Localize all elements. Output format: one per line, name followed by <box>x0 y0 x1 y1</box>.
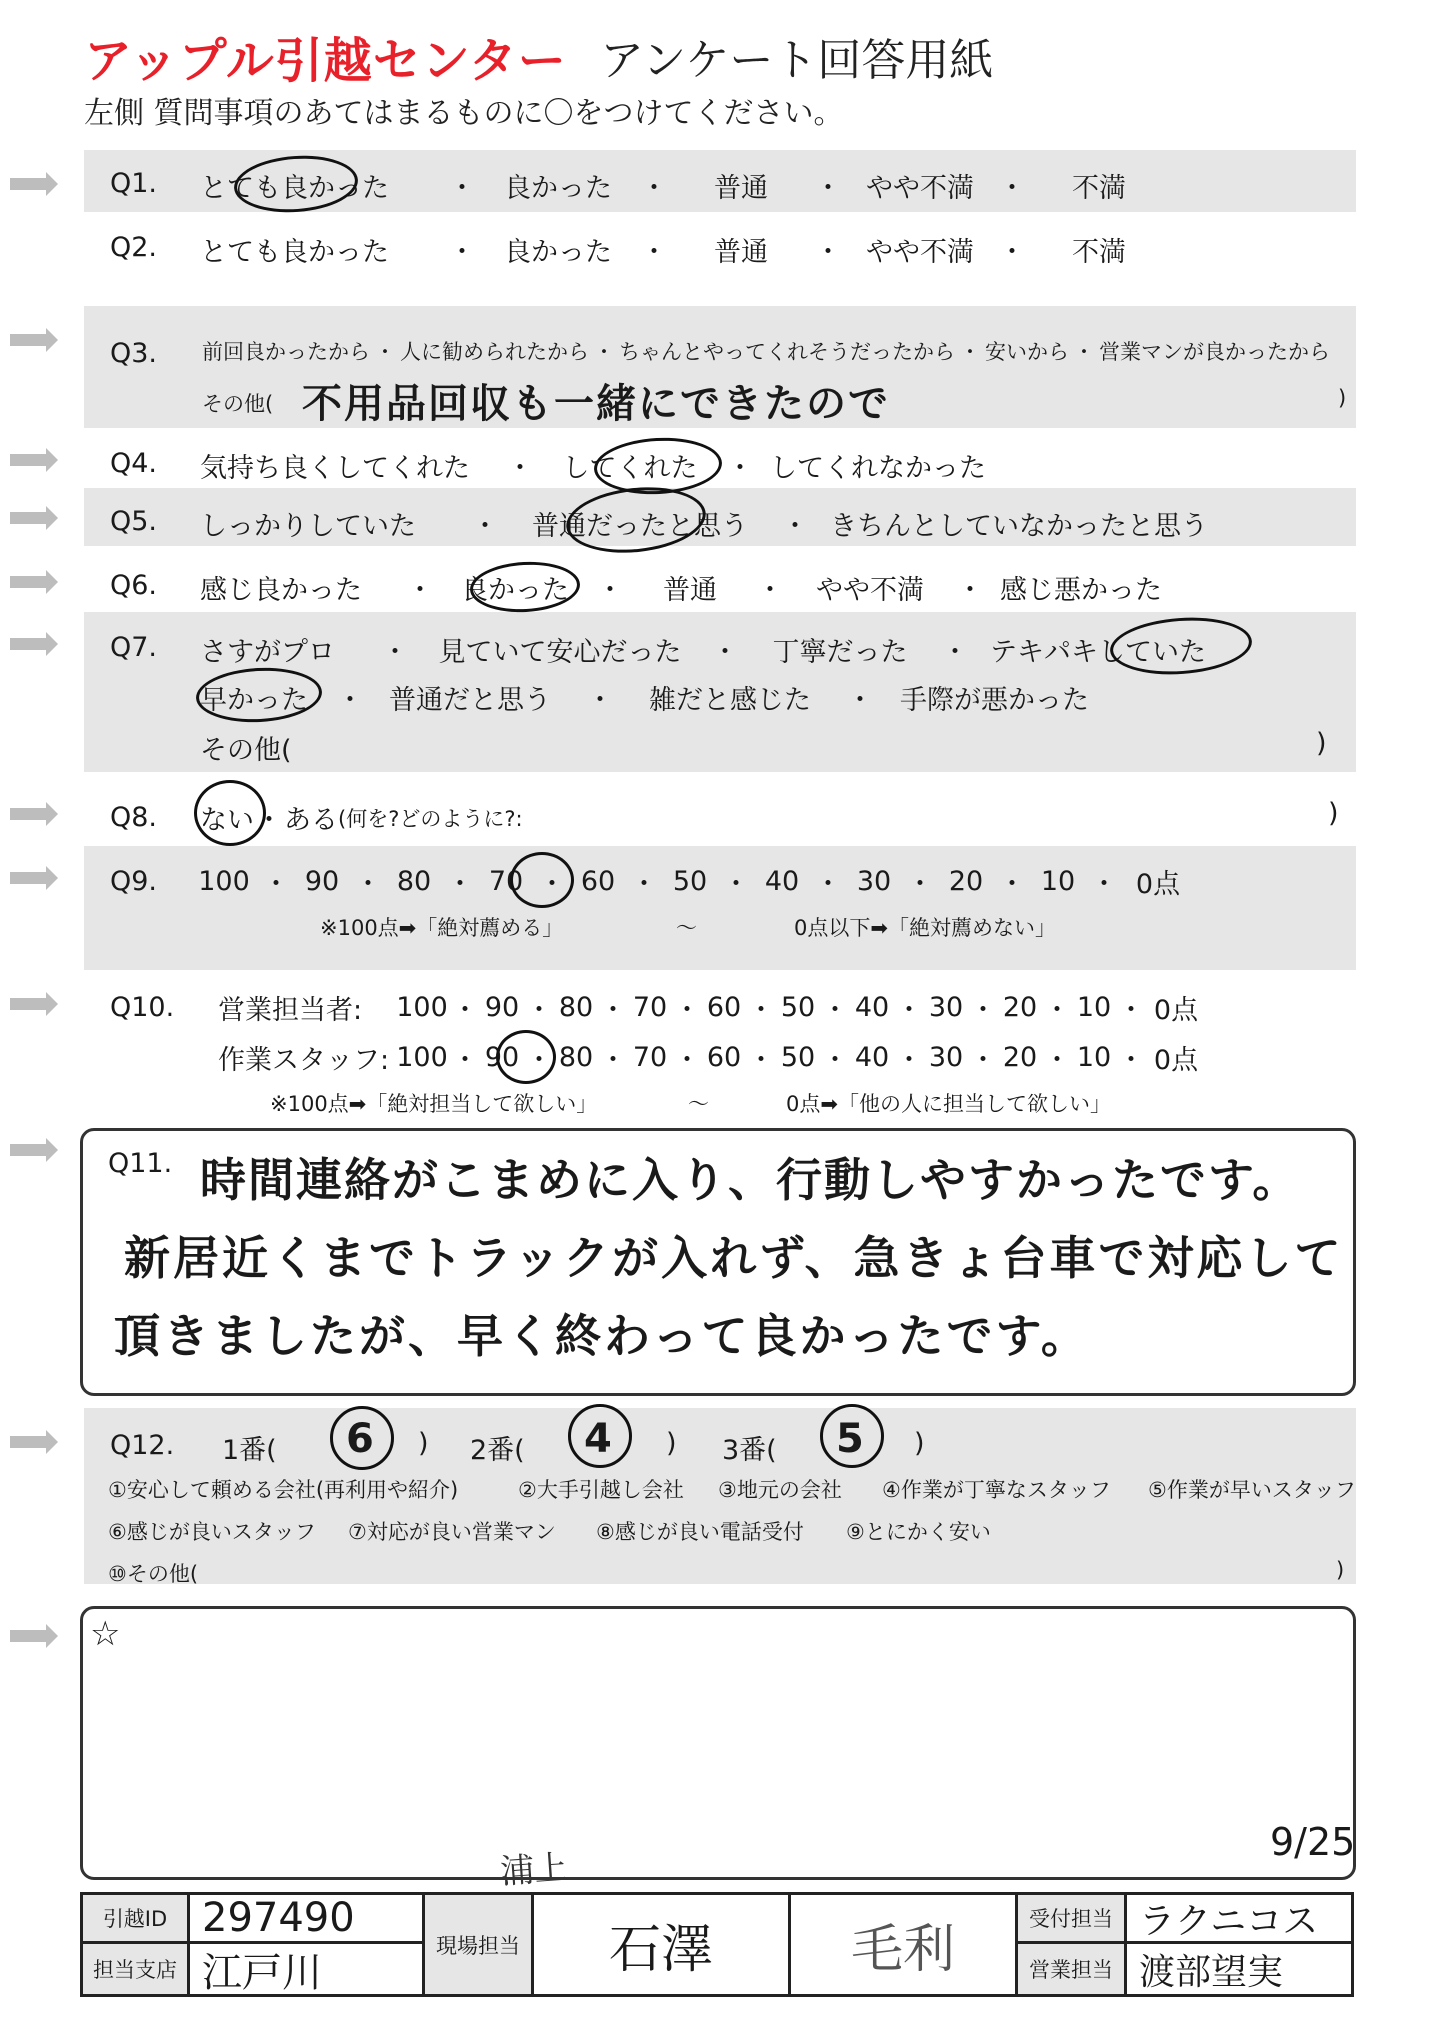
q10-score[interactable]: 100 <box>396 1042 448 1073</box>
q12-other-label: ⑩その他( <box>108 1562 199 1586</box>
q10-score[interactable]: 30 <box>928 992 964 1023</box>
q12-choice: ①安心して頼める会社(再利用や紹介) <box>108 1478 459 1502</box>
q2-option[interactable]: 普通 <box>714 237 768 268</box>
q3-other-label: その他( <box>202 392 274 416</box>
q9-score[interactable]: 60 <box>580 866 616 897</box>
q6-option[interactable]: 普通 <box>663 575 717 606</box>
q3-other-close: ) <box>1338 386 1347 410</box>
sales-label: 営業担当 <box>1015 1941 1127 1997</box>
q1-options: とても良かった ・ 良かった ・ 普通 ・ やや不満 ・ 不満 <box>200 166 1164 205</box>
q7-option[interactable]: 雑だと感じた <box>649 685 811 716</box>
q9-score[interactable]: 20 <box>948 866 984 897</box>
q2-option[interactable]: やや不満 <box>866 237 974 268</box>
q8-option-no[interactable]: ない <box>200 805 254 836</box>
q2-option[interactable]: 良かった <box>504 237 612 268</box>
q10-score[interactable]: 50 <box>780 992 816 1023</box>
q12-close: ) <box>418 1428 429 1459</box>
q10-score[interactable]: 20 <box>1002 1042 1038 1073</box>
arrow-icon <box>10 1630 46 1642</box>
q10-score[interactable]: 30 <box>928 1042 964 1073</box>
q5-option[interactable]: しっかりしていた <box>200 511 416 542</box>
star-icon: ☆ <box>90 1614 121 1654</box>
q7-options-row1: さすがプロ ・ 見ていて安心だった ・ 丁寧だった ・ テキパキしていた <box>200 630 1206 669</box>
q6-option[interactable]: 感じ悪かった <box>1000 575 1162 606</box>
arrow-icon <box>10 576 46 588</box>
q12-rank3-label: 3番( <box>722 1435 777 1466</box>
q8-label: Q8. <box>110 802 158 833</box>
q10-score[interactable]: 80 <box>558 1042 594 1073</box>
q12-close: ) <box>914 1428 925 1459</box>
q10-score[interactable]: 20 <box>1002 992 1038 1023</box>
q10-score[interactable]: 100 <box>396 992 448 1023</box>
site-staff-1: 石澤 <box>531 1892 791 1997</box>
q4-label: Q4. <box>110 448 158 479</box>
q10-sales-scores: 営業担当者: 100 ・ 90 ・ 80 ・ 70 ・ 60 ・ 50 ・ 40 ・ 30 ・ 20 ・ 10 ・ 0点 <box>218 988 1206 1027</box>
q12-choices-row2 <box>108 1516 991 1546</box>
arrow-icon <box>10 1144 46 1156</box>
q10-staff-scores: 作業スタッフ: 100 ・ 90 ・ 80 ・ 70 ・ 60 ・ 50 ・ 40 ・ 30 ・ 20 ・ 10 ・ 0点 <box>218 1038 1206 1077</box>
q1-option[interactable]: とても良かった <box>200 173 389 204</box>
q7-other-label: その他( <box>200 735 292 766</box>
q10-score[interactable]: 70 <box>632 1042 668 1073</box>
branch-label: 担当支店 <box>80 1941 190 1997</box>
selection-circle <box>194 780 266 846</box>
q12-label: Q12. <box>110 1430 175 1461</box>
q10-score[interactable]: 0点 <box>1153 1045 1199 1076</box>
q3-label: Q3. <box>110 338 158 369</box>
q6-option[interactable]: 感じ良かった <box>200 575 362 606</box>
q3-option[interactable]: ちゃんとやってくれそうだったから <box>619 340 955 364</box>
q8-close: ) <box>1328 798 1339 829</box>
q4-options: 気持ち良くしてくれた ・ してくれた ・ してくれなかった <box>200 446 986 485</box>
branch-value: 江戸川 <box>187 1941 425 1997</box>
q10-note-right: 0点➡「他の人に担当して欲しい」 <box>786 1092 1111 1116</box>
q7-option[interactable]: 見ていて安心だった <box>438 637 682 668</box>
comment-box[interactable] <box>80 1606 1356 1880</box>
q6-label: Q6. <box>110 570 158 601</box>
q3-option[interactable]: 安いから <box>985 340 1069 364</box>
q6-option[interactable]: やや不満 <box>816 575 924 606</box>
q7-label: Q7. <box>110 632 158 663</box>
q5-label: Q5. <box>110 506 158 537</box>
q12-rank2-value[interactable]: 4 <box>584 1416 612 1462</box>
q10-score[interactable]: 10 <box>1076 992 1112 1023</box>
q12-choice: ②大手引越し会社 <box>518 1478 684 1502</box>
q7-option[interactable]: さすがプロ <box>200 637 335 668</box>
handwritten-date: 9/25 <box>1270 1820 1356 1864</box>
q5-option[interactable]: 普通だったと思う <box>532 511 748 542</box>
q6-option[interactable]: 良かった <box>461 575 569 606</box>
document-title: アンケート回答用紙 <box>600 35 994 86</box>
q12-choice: ⑦対応が良い営業マン <box>348 1520 556 1544</box>
q10-score[interactable]: 50 <box>780 1042 816 1073</box>
q1-option[interactable]: 不満 <box>1072 173 1126 204</box>
q4-option[interactable]: 気持ち良くしてくれた <box>200 453 470 484</box>
q9-score[interactable]: 90 <box>304 866 340 897</box>
q9-score[interactable]: 10 <box>1040 866 1076 897</box>
q8-options: ない ・ ある (何を?どのように?: <box>200 798 523 837</box>
arrow-icon <box>10 512 46 524</box>
site-staff-note: 浦上 <box>498 1847 570 1893</box>
q11-answer-line: 時間連絡がこまめに入り、行動しやすかったです。 <box>200 1153 1301 1207</box>
site-staff-2: 毛利 <box>788 1892 1018 1997</box>
q7-option[interactable]: 早かった <box>200 685 308 716</box>
q10-score[interactable]: 60 <box>706 992 742 1023</box>
q9-note-mid: ～ <box>676 916 697 940</box>
reception-label: 受付担当 <box>1015 1892 1127 1944</box>
q9-label: Q9. <box>110 866 158 897</box>
selection-circle <box>330 1406 394 1470</box>
q5-options: しっかりしていた ・ 普通だったと思う ・ きちんとしていなかったと思う <box>200 504 1208 543</box>
q10-score[interactable]: 70 <box>632 992 668 1023</box>
q9-score[interactable]: 30 <box>856 866 892 897</box>
q10-score[interactable]: 40 <box>854 1042 890 1073</box>
q12-rank1-value[interactable]: 6 <box>346 1416 374 1462</box>
q8-sub-text: (何を?どのように?: <box>338 806 523 831</box>
q9-score[interactable]: 40 <box>764 866 800 897</box>
q10-note-mid: ～ <box>688 1092 709 1116</box>
arrow-icon <box>10 872 46 884</box>
q10-sales-label: 営業担当者: <box>218 995 363 1026</box>
q12-choice: ⑥感じが良いスタッフ <box>108 1520 316 1544</box>
q5-option[interactable]: きちんとしていなかったと思う <box>830 511 1208 542</box>
q2-option[interactable]: 不満 <box>1072 237 1126 268</box>
q12-other-close: ) <box>1336 1558 1345 1582</box>
arrow-icon <box>10 638 46 650</box>
arrow-icon <box>10 454 46 466</box>
move-id-label: 引越ID <box>80 1892 190 1944</box>
q7-option[interactable]: 丁寧だった <box>772 637 908 668</box>
q7-option[interactable]: 普通だと思う <box>389 685 551 716</box>
q9-score[interactable]: 80 <box>396 866 432 897</box>
q6-options: 感じ良かった ・ 良かった ・ 普通 ・ やや不満 ・ 感じ悪かった <box>200 568 1162 607</box>
q12-choices-row1 <box>108 1474 1356 1504</box>
q3-option[interactable]: 人に勧められたから <box>400 340 589 364</box>
selection-circle <box>510 852 574 908</box>
q9-scores: 100 ・ 90 ・ 80 ・ 70 ・ 60 ・ 50 ・ 40 ・ 30 ・ 20 ・ 10 ・ 0点 <box>196 862 1188 901</box>
selection-circle <box>496 1030 556 1084</box>
q12-rank1-label: 1番( <box>222 1435 277 1466</box>
q12-rank3-value[interactable]: 5 <box>836 1416 864 1462</box>
arrow-icon <box>10 1436 46 1448</box>
q10-score[interactable]: 0点 <box>1153 995 1199 1026</box>
q11-answer-line: 頂きましたが、早く終わって良かったです。 <box>114 1309 1090 1363</box>
q9-note-left: ※100点➡「絶対薦める」 <box>320 916 564 940</box>
q10-score[interactable]: 80 <box>558 992 594 1023</box>
q2-option[interactable]: とても良かった <box>200 237 389 268</box>
q12-close: ) <box>666 1428 677 1459</box>
q2-label: Q2. <box>110 232 158 263</box>
q10-staff-label: 作業スタッフ: <box>218 1045 390 1076</box>
brand-title: アップル引越センター <box>84 33 567 89</box>
selection-circle <box>568 1404 632 1468</box>
q3-option[interactable]: 前回良かったから <box>202 340 370 364</box>
instruction-text: 左側 質問事項のあてはまるものに〇をつけてください。 <box>84 96 844 131</box>
q9-score[interactable]: 50 <box>672 866 708 897</box>
q12-choice: ⑧感じが良い電話受付 <box>596 1520 804 1544</box>
sales-value: 渡部望実 <box>1124 1941 1354 1997</box>
q7-other-close: ) <box>1316 728 1327 759</box>
q4-option[interactable]: してくれた <box>562 453 698 484</box>
q9-score[interactable]: 100 <box>198 866 250 897</box>
q3-other-text[interactable]: 不用品回収も一緒にできたので <box>302 381 890 427</box>
q1-label: Q1. <box>110 168 158 199</box>
q7-options-row2: 早かった ・ 普通だと思う ・ 雑だと感じた ・ 手際が悪かった <box>200 678 1089 717</box>
q9-score[interactable]: 0点 <box>1135 869 1181 900</box>
q12-rank2-label: 2番( <box>470 1435 525 1466</box>
q10-score[interactable]: 90 <box>484 1042 520 1073</box>
q10-label: Q10. <box>110 992 175 1023</box>
q12-choice: ③地元の会社 <box>718 1478 842 1502</box>
q12-choice: ④作業が丁寧なスタッフ <box>882 1478 1111 1502</box>
q1-option[interactable]: やや不満 <box>866 173 974 204</box>
arrow-icon <box>10 178 46 190</box>
q11-label: Q11. <box>108 1148 173 1179</box>
q11-answer-line: 新居近くまでトラックが入れず、急きょ台車で対応して <box>124 1231 1344 1285</box>
q10-score[interactable]: 90 <box>484 992 520 1023</box>
q10-score[interactable]: 10 <box>1076 1042 1112 1073</box>
q12-choice: ⑨とにかく安い <box>846 1520 991 1544</box>
q3-options: 前回良かったから ・ 人に勧められたから ・ ちゃんとやってくれそうだったから ・ 安いから ・ 営業マンが良かったから <box>202 336 1330 366</box>
q10-note-left: ※100点➡「絶対担当して欲しい」 <box>270 1092 598 1116</box>
selection-circle <box>820 1404 884 1468</box>
arrow-icon <box>10 334 46 346</box>
q1-option[interactable]: 普通 <box>714 173 768 204</box>
q3-option[interactable]: 営業マンが良かったから <box>1099 340 1330 364</box>
q10-score[interactable]: 40 <box>854 992 890 1023</box>
move-id-value: 297490 <box>187 1892 425 1944</box>
q7-option[interactable]: テキパキしていた <box>990 637 1206 668</box>
q9-score[interactable]: 70 <box>488 866 524 897</box>
q2-options: とても良かった ・ 良かった ・ 普通 ・ やや不満 ・ 不満 <box>200 230 1164 269</box>
site-staff-label: 現場担当 <box>422 1892 534 1997</box>
q8-option-yes[interactable]: ある <box>284 805 338 836</box>
q4-option[interactable]: してくれなかった <box>770 453 986 484</box>
reception-value: ラクニコス <box>1124 1892 1354 1944</box>
arrow-icon <box>10 998 46 1010</box>
q1-option[interactable]: 良かった <box>504 173 612 204</box>
q12-choice: ⑤作業が早いスタッフ <box>1148 1478 1356 1502</box>
q10-score[interactable]: 60 <box>706 1042 742 1073</box>
q7-option[interactable]: 手際が悪かった <box>900 685 1089 716</box>
q9-note-right: 0点以下➡「絶対薦めない」 <box>794 916 1056 940</box>
arrow-icon <box>10 808 46 820</box>
